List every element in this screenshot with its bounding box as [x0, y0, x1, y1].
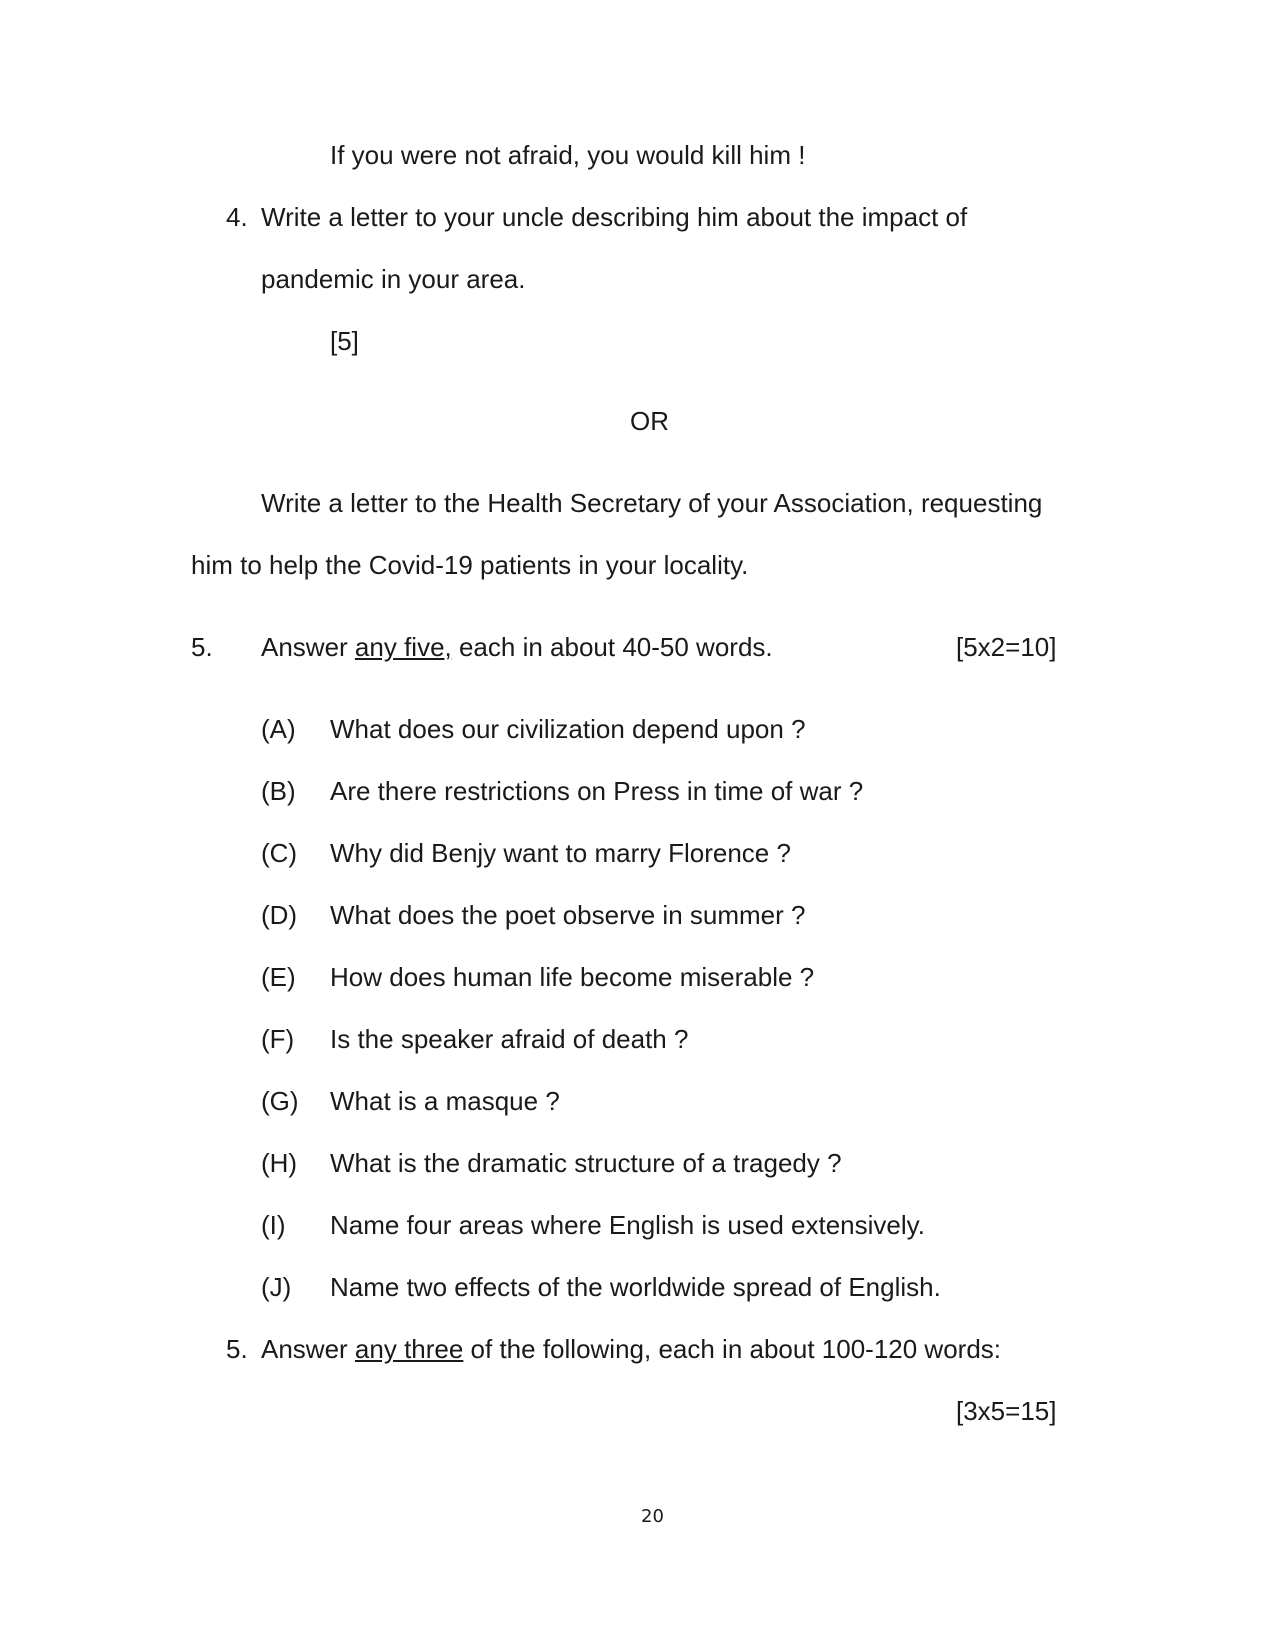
q6-marks: [3x5=15] — [956, 1396, 1057, 1426]
q5-instruction — [261, 632, 773, 662]
q5-item-text: How does human life become miserable ? — [330, 962, 815, 992]
q4-or: OR — [630, 406, 669, 436]
q5-item-label: (E) — [261, 962, 296, 992]
q4-text-line1: Write a letter to your uncle describing him about the impact of — [261, 202, 968, 232]
q4-text-line2: pandemic in your area. — [261, 264, 526, 294]
q5-item-label: (F) — [261, 1024, 295, 1054]
q3-tail-line: If you were not afraid, you would kill him ! — [330, 140, 806, 170]
page-number: 20 — [641, 1506, 664, 1527]
q5-item-label: (A) — [261, 714, 296, 744]
q5-item-label: (B) — [261, 776, 296, 806]
q6-instruction-emph: any three — [354, 1334, 464, 1364]
q4-alt-line1: Write a letter to the Health Secretary of your Association, requesting — [261, 488, 1043, 518]
q6-instruction-post: of the following, each in about 100-120 words: — [463, 1334, 1002, 1364]
q5-item-text: Why did Benjy want to marry Florence ? — [330, 838, 791, 868]
q5-number: 5. — [191, 632, 213, 662]
q6-number: 5. — [226, 1334, 248, 1364]
q6-instruction — [261, 1334, 1001, 1364]
q5-item-label: (G) — [261, 1086, 299, 1116]
q5-item-text: What is the dramatic structure of a tragedy ? — [330, 1148, 842, 1178]
q5-item-text: What does our civilization depend upon ? — [330, 714, 806, 744]
q5-marks: [5x2=10] — [956, 632, 1057, 662]
q5-item-text: Are there restrictions on Press in time of war ? — [330, 776, 864, 806]
q5-item-text: Is the speaker afraid of death ? — [330, 1024, 689, 1054]
q4-number: 4. — [226, 202, 248, 232]
q5-instruction-emph: any five, — [354, 632, 452, 662]
q5-item-label: (C) — [261, 838, 298, 868]
q5-instruction-pre: Answer — [261, 632, 355, 662]
q5-item-label: (D) — [261, 900, 298, 930]
q5-instruction-post: each in about 40-50 words. — [451, 632, 773, 662]
q6-instruction-pre: Answer — [261, 1334, 355, 1364]
q5-item-text: Name two effects of the worldwide spread of English. — [330, 1272, 941, 1302]
q5-item-label: (H) — [261, 1148, 298, 1178]
q4-marks: [5] — [330, 326, 359, 356]
q5-item-label: (J) — [261, 1272, 292, 1302]
q5-item-text: What does the poet observe in summer ? — [330, 900, 806, 930]
q5-item-text: What is a masque ? — [330, 1086, 560, 1116]
q4-alt-line2: him to help the Covid-19 patients in your locality. — [191, 550, 749, 580]
q5-item-label: (I) — [261, 1210, 286, 1240]
q5-item-text: Name four areas where English is used extensively. — [330, 1210, 925, 1240]
